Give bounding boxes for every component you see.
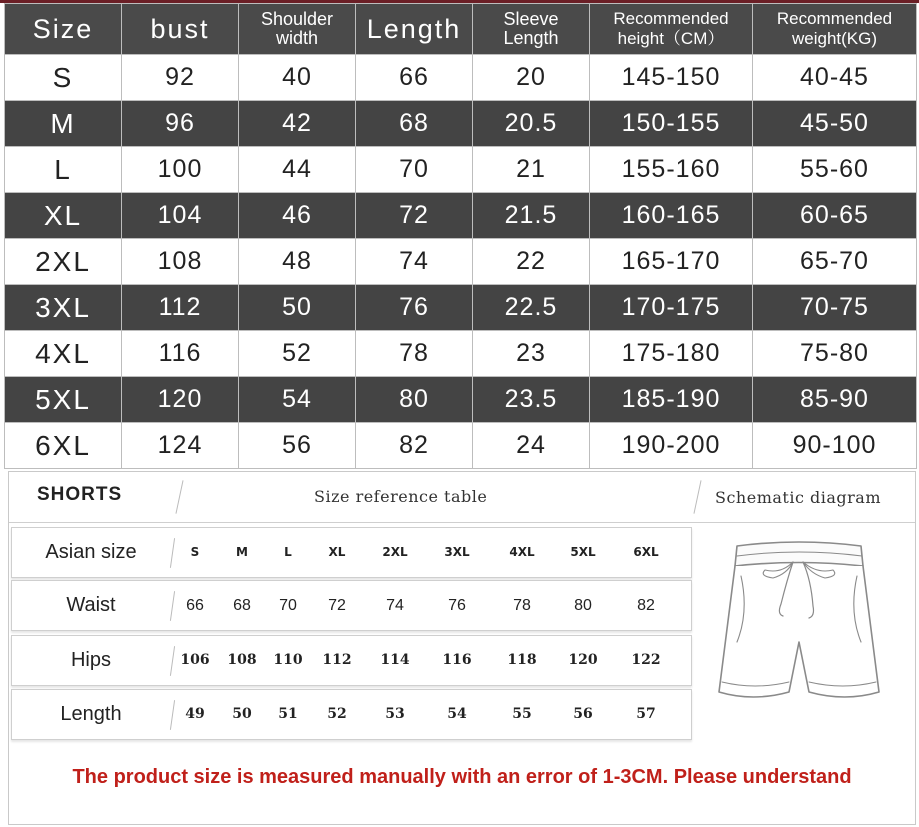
table-cell: 53 <box>385 706 405 722</box>
table-cell: 82 <box>356 423 473 469</box>
table-row <box>5 55 917 101</box>
table-cell: 42 <box>239 101 356 147</box>
table-cell: 78 <box>513 597 531 614</box>
table-row <box>5 101 917 147</box>
table-cell: 165-170 <box>590 239 753 285</box>
shorts-row <box>11 527 692 578</box>
header-cell <box>239 4 356 55</box>
table-cell: 74 <box>386 597 404 614</box>
table-cell: 124 <box>122 423 239 469</box>
shorts-title: SHORTS <box>37 484 123 505</box>
size-label-cell: S <box>5 55 122 101</box>
size-label-cell: 3XL <box>5 285 122 331</box>
table-cell: 70 <box>279 597 297 614</box>
table-cell: 45-50 <box>753 101 917 147</box>
header-label: width <box>275 28 319 48</box>
table-cell: 114 <box>380 652 410 668</box>
size-reference-title: Size reference table <box>314 487 488 506</box>
header-cell <box>473 4 590 55</box>
table-cell: 2XL <box>382 545 408 559</box>
table-cell: 52 <box>239 331 356 377</box>
shorts-icon <box>701 532 897 732</box>
schematic-diagram-title: Schematic diagram <box>715 488 881 507</box>
table-cell: 185-190 <box>590 377 753 423</box>
table-cell: 100 <box>122 147 239 193</box>
table-cell: 21.5 <box>473 193 590 239</box>
size-label-cell: M <box>5 101 122 147</box>
header-label: Size <box>32 13 94 44</box>
row-label: Waist <box>66 594 116 616</box>
table-cell: 48 <box>239 239 356 285</box>
header-label: Recommended <box>776 9 893 28</box>
table-cell: 20 <box>473 55 590 101</box>
table-cell: 65-70 <box>753 239 917 285</box>
table-cell: 20.5 <box>473 101 590 147</box>
table-cell: 4XL <box>509 545 535 559</box>
measurement-note: The product size is measured manually with an error of 1-3CM. Please understand <box>72 766 852 788</box>
table-cell: 160-165 <box>590 193 753 239</box>
table-cell: 60-65 <box>753 193 917 239</box>
table-cell: 104 <box>122 193 239 239</box>
table-cell: 175-180 <box>590 331 753 377</box>
table-cell: 44 <box>239 147 356 193</box>
table-cell: 49 <box>185 706 205 722</box>
table-cell: 108 <box>227 652 257 668</box>
table-cell: 70-75 <box>753 285 917 331</box>
table-cell: 55 <box>512 706 532 722</box>
table-cell: 56 <box>239 423 356 469</box>
table-cell: 72 <box>328 597 346 614</box>
header-label: Length <box>366 13 462 44</box>
size-label-cell: 6XL <box>5 423 122 469</box>
table-cell: 145-150 <box>590 55 753 101</box>
table-cell: 52 <box>327 706 347 722</box>
header-label: Length <box>503 28 559 48</box>
header-cell <box>122 4 239 55</box>
shorts-row <box>11 689 692 740</box>
table-cell: 40-45 <box>753 55 917 101</box>
size-label-cell: 2XL <box>5 239 122 285</box>
row-label: Length <box>60 703 122 725</box>
header-label: weight(KG) <box>791 29 878 48</box>
header-cell <box>5 4 122 55</box>
table-cell: 40 <box>239 55 356 101</box>
divider <box>693 480 701 513</box>
size-label-cell: XL <box>5 193 122 239</box>
table-cell: 50 <box>239 285 356 331</box>
table-cell: 80 <box>574 597 592 614</box>
header-label: bust <box>150 13 210 44</box>
table-cell: 85-90 <box>753 377 917 423</box>
table-row <box>5 147 917 193</box>
table-cell: 5XL <box>570 545 596 559</box>
table-cell: M <box>236 545 248 559</box>
table-cell: 6XL <box>633 545 659 559</box>
table-cell: 150-155 <box>590 101 753 147</box>
header-label: Shoulder <box>260 9 334 29</box>
table-cell: 75-80 <box>753 331 917 377</box>
table-cell: 76 <box>356 285 473 331</box>
row-label: Asian size <box>45 541 137 563</box>
table-cell: 51 <box>278 706 298 722</box>
table-cell: 90-100 <box>753 423 917 469</box>
top-table-body <box>5 55 917 469</box>
table-row <box>5 285 917 331</box>
header-cell <box>590 4 753 55</box>
table-cell: 96 <box>122 101 239 147</box>
table-cell: 66 <box>356 55 473 101</box>
table-cell: 55-60 <box>753 147 917 193</box>
table-row <box>5 423 917 469</box>
table-cell: 108 <box>122 239 239 285</box>
table-cell: 72 <box>356 193 473 239</box>
table-cell: 112 <box>322 652 352 668</box>
top-size-table <box>4 3 917 469</box>
table-row <box>5 331 917 377</box>
header-label: height（CM） <box>617 29 725 48</box>
shorts-row <box>11 580 692 631</box>
table-cell: 57 <box>636 706 656 722</box>
table-cell: 24 <box>473 423 590 469</box>
table-cell: 50 <box>232 706 252 722</box>
row-label: Hips <box>70 649 111 671</box>
table-cell: 106 <box>180 652 210 668</box>
header-label: Recommended <box>613 9 729 28</box>
table-cell: 56 <box>573 706 593 722</box>
table-cell: 170-175 <box>590 285 753 331</box>
table-cell: 78 <box>356 331 473 377</box>
table-cell: 70 <box>356 147 473 193</box>
table-cell: 116 <box>122 331 239 377</box>
size-label-cell: 5XL <box>5 377 122 423</box>
table-cell: 68 <box>233 597 251 614</box>
table-cell: 92 <box>122 55 239 101</box>
table-cell: 80 <box>356 377 473 423</box>
table-cell: 66 <box>186 597 204 614</box>
table-cell: 112 <box>122 285 239 331</box>
table-cell: 22.5 <box>473 285 590 331</box>
table-row <box>5 239 917 285</box>
table-cell: 21 <box>473 147 590 193</box>
table-row <box>5 377 917 423</box>
table-cell: 110 <box>273 652 303 668</box>
table-cell: 3XL <box>444 545 470 559</box>
table-cell: 118 <box>507 652 537 668</box>
table-cell: 120 <box>568 652 598 668</box>
shorts-panel <box>8 471 916 825</box>
table-cell: 82 <box>637 597 655 614</box>
header-cell <box>356 4 473 55</box>
divider <box>175 480 183 513</box>
table-cell: 116 <box>442 652 472 668</box>
table-cell: 23.5 <box>473 377 590 423</box>
table-cell: L <box>284 545 292 559</box>
size-label-cell: L <box>5 147 122 193</box>
table-cell: 120 <box>122 377 239 423</box>
header-label: Sleeve <box>503 9 559 29</box>
table-cell: 190-200 <box>590 423 753 469</box>
table-cell: 54 <box>447 706 467 722</box>
table-cell: 54 <box>239 377 356 423</box>
table-cell: 122 <box>631 652 661 668</box>
table-cell: 22 <box>473 239 590 285</box>
header-cell <box>753 4 917 55</box>
table-cell: S <box>190 545 200 559</box>
size-label-cell: 4XL <box>5 331 122 377</box>
top-table-header-row <box>5 4 917 55</box>
table-cell: XL <box>328 545 346 559</box>
table-cell: 46 <box>239 193 356 239</box>
table-cell: 23 <box>473 331 590 377</box>
table-cell: 155-160 <box>590 147 753 193</box>
table-cell: 68 <box>356 101 473 147</box>
table-row <box>5 193 917 239</box>
divider <box>9 522 915 523</box>
table-cell: 76 <box>448 597 466 614</box>
shorts-row <box>11 635 692 686</box>
table-cell: 74 <box>356 239 473 285</box>
